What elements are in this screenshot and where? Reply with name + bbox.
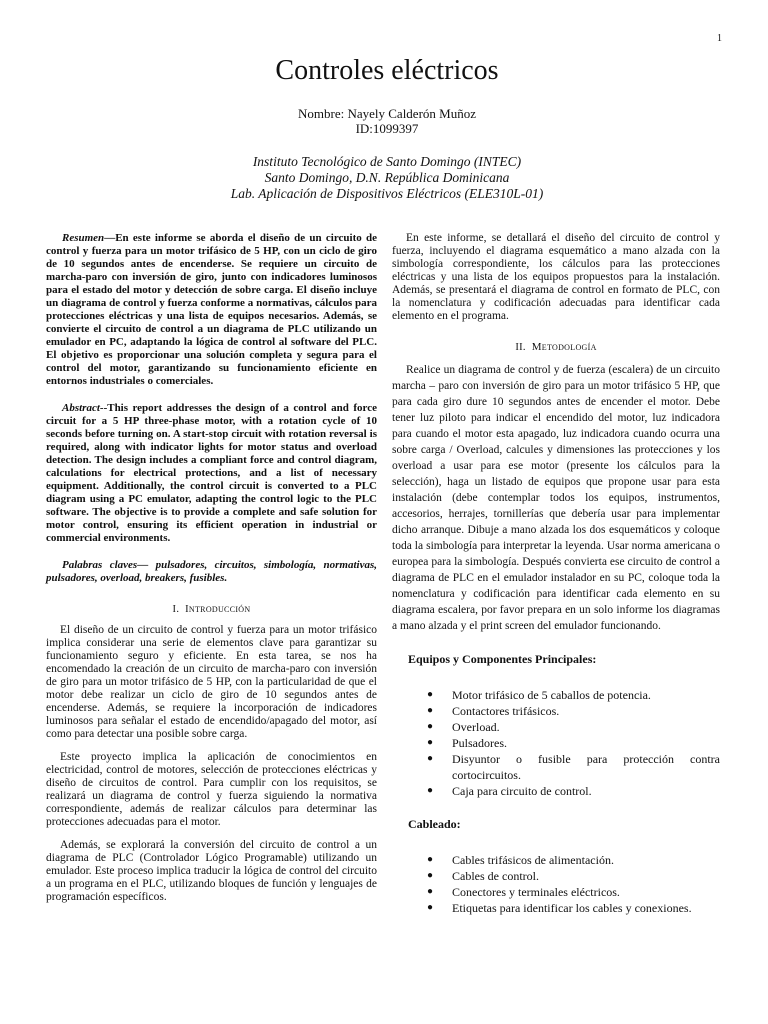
resumen-label: Resumen <box>62 232 105 244</box>
affiliation-block <box>0 154 768 202</box>
affiliation-lab: Lab. Aplicación de Dispositivos Eléctricos (ELE310L-01) <box>230 186 544 201</box>
section-title-initial: I <box>185 604 189 615</box>
author-name: Nombre: Nayely Calderón Muñoz <box>298 106 476 121</box>
list-item: ● Overload. <box>427 720 500 734</box>
section-number: I. <box>172 604 180 615</box>
resumen-paragraph <box>46 232 377 388</box>
affiliation-institute: Instituto Tecnológico de Santo Domingo (INTEC) <box>252 154 522 169</box>
bullet-icon: ● <box>427 870 434 881</box>
bullet-icon: ● <box>427 854 434 865</box>
section-title-rest: ntroducción <box>188 603 251 615</box>
section-number: II. <box>515 342 526 353</box>
section-heading-metodologia <box>392 341 720 353</box>
metodologia-paragraph: Realice un diagrama de control y de fuerza (escalera) de un circuito marcha – paro con inversión de giro para un motor trifásico 5 HP, que para cada giro dure 10 segundos antes de encender el motor. Debe tener luz piloto para indicar el encendido del motor, luz indicadora para cuando el motor esta apagado, luz indicadora cuando ocurra una sobre carga / Overload, calcules y dimensiones las protecciones y los overload a usar para ese motor (presente los cálculos para la selección), haga un listado de equipos que propone usar para esta instalación (debe contemplar todos los equipos, instrumentos, accesorios, herrajes, tornillerías que debería usar para implementar dicho arranque. Dibuje a mano alzada los dos esquemáticos y coloque toda la simbología para interpretar la leyenda. Usar norma americana o europea para la simbología. Después convierta ese circuito de control a diagrama de PLC en el emulador instalador en su PC, coloque toda la nomenclatura y codificación para identificar cada elemento en su diagrama escalera, por favor prepara en un solo informe los diagramas a mano alzada y el print screen del emulador funcionando. <box>392 364 720 632</box>
bullet-icon: ● <box>427 902 434 913</box>
paper-title: Controles eléctricos <box>275 55 499 86</box>
right-column <box>392 232 720 916</box>
bullet-icon: ● <box>427 753 434 764</box>
equipos-list <box>392 687 720 799</box>
list-item: ● Contactores trifásicos. <box>427 704 560 718</box>
list-item: ● Etiquetas para identificar los cables y conexiones. <box>427 901 692 915</box>
list-item: ● Disyuntor o fusible para protección contra cortocircuitos. <box>427 752 720 782</box>
intro-continued-paragraph: En este informe, se detallará el diseño del circuito de control y fuerza, incluyendo el diagrama esquemático a mano alzada con la simbología correspondiente, los cálculos para las protecciones eléctricas y una lista de los equipos propuestos para la instalación. Además, se presentará el diagrama de control en formato de PLC, con la nomenclatura y codificación adecuadas para identificar cada elemento en el programa. <box>392 232 720 322</box>
list-item: ● Motor trifásico de 5 caballos de potencia. <box>427 688 651 702</box>
section-title: Metodología <box>531 341 597 353</box>
cableado-heading: Cableado: <box>408 817 461 831</box>
intro-paragraph-2: Este proyecto implica la aplicación de conocimientos en electricidad, control de motores, selección de protecciones eléctricas y diseño de circuitos de control. Para cumplir con los requisitos, se realizará un diagrama de control y fuerza siguiendo la normativa correspondiente, además de realizar cálculos para determinar las protecciones adecuadas para el motor. <box>46 751 377 828</box>
equipos-heading: Equipos y Componentes Principales: <box>408 652 597 666</box>
list-item: ● Caja para circuito de control. <box>427 784 592 798</box>
abstract-label: Abstract <box>62 402 100 414</box>
page-number: 1 <box>717 33 722 44</box>
author-id: ID:1099397 <box>355 121 419 136</box>
section-heading-introduccion <box>46 603 377 615</box>
bullet-icon: ● <box>427 737 434 748</box>
bullet-icon: ● <box>427 785 434 796</box>
resumen-text: —En este informe se aborda el diseño de un circuito de control y fuerza para un motor trifásico de 5 HP, con un ciclo de giro de 10 segundos antes de encenderse. Se requiere un circuito de marcha-paro con inversión de giro, junto con indicadores luminosos para el estado del motor y detección de sobre carga. El diseño incluye un diagrama de control y fuerza conforme a normativas, cálculos para protecciones eléctricas y una lista de equipos necesarios. Además, se convierte el circuito de control a un diagrama de PLC utilizando un emulador en PC, adaptando la lógica de control al software del PLC. El objetivo es proporcionar una solución completa y segura para el control del motor, garantizando su funcionamiento eficiente en entornos industriales o comerciales. <box>46 232 377 387</box>
list-item: ● Pulsadores. <box>427 736 507 750</box>
bullet-icon: ● <box>427 721 434 732</box>
list-item: ● Cables trifásicos de alimentación. <box>427 853 614 867</box>
bullet-icon: ● <box>427 705 434 716</box>
intro-paragraph-1: El diseño de un circuito de control y fuerza para un motor trifásico implica considerar una serie de elementos clave para garantizar su funcionamiento seguro y eficiente. En esta tarea, se nos ha encomendado la creación de un circuito de marcha-paro con inversión de giro para un motor trifásico de 5 HP, con la particularidad de que el motor debe realizar un ciclo de giro de 10 segundos antes de encenderse. Además, se requiere la incorporación de indicadores luminosos para señalar el estado de encendido/apagado del motor, así como para detectar una posible sobre carga. <box>46 624 377 740</box>
author-block <box>0 106 768 136</box>
list-item: ● Cables de control. <box>427 869 539 883</box>
intro-paragraph-3: Además, se explorará la conversión del circuito de control a un diagrama de PLC (Controlador Lógico Programable) utilizando un emulador. Este proceso implica traducir la lógica de control del circuito a un programa en el PLC, utilizando bloques de función y lenguajes de programación específicos. <box>46 839 377 903</box>
cableado-list <box>392 852 720 916</box>
keywords: Palabras claves— pulsadores, circuitos, simbología, normativas, pulsadores, overload, breakers, fusibles. <box>46 559 377 584</box>
bullet-icon: ● <box>427 886 434 897</box>
left-column <box>46 232 377 904</box>
affiliation-location: Santo Domingo, D.N. República Dominicana <box>264 170 510 185</box>
list-item: ● Conectores y terminales eléctricos. <box>427 885 620 899</box>
abstract-paragraph <box>46 402 377 545</box>
abstract-text: --This report addresses the design of a control and force circuit for a 5 HP three-phase motor, with a rotation cycle of 10 seconds before turning on. A start-stop circuit with rotation reversal is required, along with indicator lights for motor status and overload detection. The design includes a compliant force and control diagram, calculations for electrical protections, and a list of necessary equipment. Additionally, the control circuit is converted to a PLC diagram using a PC emulator, adapting the control logic to the PLC software. The objective is to provide a complete and safe solution for motor control, ensuring its efficient operation in industrial or commercial environments. <box>46 402 377 544</box>
bullet-icon: ● <box>427 689 434 700</box>
